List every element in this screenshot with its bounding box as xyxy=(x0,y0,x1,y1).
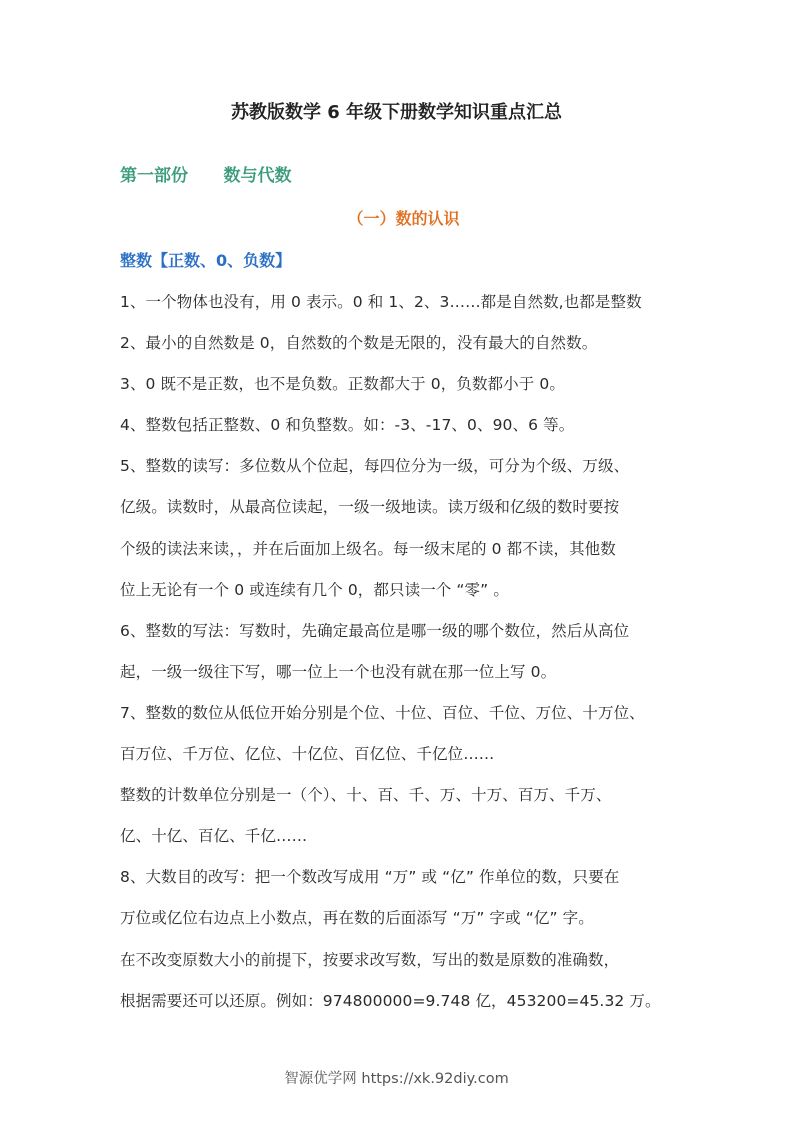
section-heading-text: （一）数的认识 xyxy=(347,209,460,228)
text-line: 5、整数的读写：多位数从个位起，每四位分为一级，可分为个级、万级、 xyxy=(120,457,630,476)
text-line: 位上无论有一个 0 或连续有几个 0，都只读一个 “零” 。 xyxy=(120,580,509,599)
text-line: 4、整数包括正整数、0 和负整数。如：-3、-17、0、90、6 等。 xyxy=(120,416,575,435)
text-line: 2、最小的自然数是 0，自然数的个数是无限的，没有最大的自然数。 xyxy=(120,334,598,353)
text-line: 7、整数的数位从低位开始分别是个位、十位、百位、千位、万位、十万位、 xyxy=(120,703,645,722)
sub-heading: 整数【正数、0、负数】 xyxy=(120,251,292,270)
part-heading: 第一部份 数与代数 xyxy=(120,166,292,186)
text-line: 整数的计数单位分别是一（个）、十、百、千、万、十万、百万、千万、 xyxy=(120,786,612,805)
text-line: 百万位、千万位、亿位、十亿位、百亿位、千亿位…… xyxy=(120,745,495,764)
document-title: 苏教版数学 6 年级下册数学知识重点汇总 xyxy=(230,102,563,123)
text-line: 3、0 既不是正数，也不是负数。正数都大于 0，负数都小于 0。 xyxy=(120,375,565,394)
text-line: 6、整数的写法：写数时，先确定最高位是哪一级的哪个数位，然后从高位 xyxy=(120,621,630,640)
footer-watermark: 智源优学网 https://xk.92diy.com xyxy=(284,1071,509,1087)
text-line: 在不改变原数大小的前提下，按要求改写数，写出的数是原数的准确数， xyxy=(120,950,620,969)
section-heading xyxy=(0,206,793,232)
text-line: 8、大数目的改写：把一个数改写成用 “万” 或 “亿” 作单位的数，只要在 xyxy=(120,868,620,887)
text-line: 1、一个物体也没有，用 0 表示。0 和 1、2、3……都是自然数,也都是整数 xyxy=(120,293,642,311)
text-line: 根据需要还可以还原。例如：974800000=9.748 亿，453200=45.32 万。 xyxy=(120,991,661,1010)
text-line: 万位或亿位右边点上小数点，再在数的后面添写 “万” 字或 “亿” 字。 xyxy=(120,909,594,928)
text-line: 起，一级一级往下写，哪一位上一个也没有就在那一位上写 0。 xyxy=(120,662,557,681)
text-line: 亿级。读数时，从最高位读起，一级一级地读。读万级和亿级的数时要按 xyxy=(120,498,620,517)
text-line: 亿、十亿、百亿、千亿…… xyxy=(120,827,308,846)
text-line: 个级的读法来读，，并在后面加上级名。每一级末尾的 0 都不读，其他数 xyxy=(120,539,616,558)
body-text xyxy=(120,289,680,1029)
